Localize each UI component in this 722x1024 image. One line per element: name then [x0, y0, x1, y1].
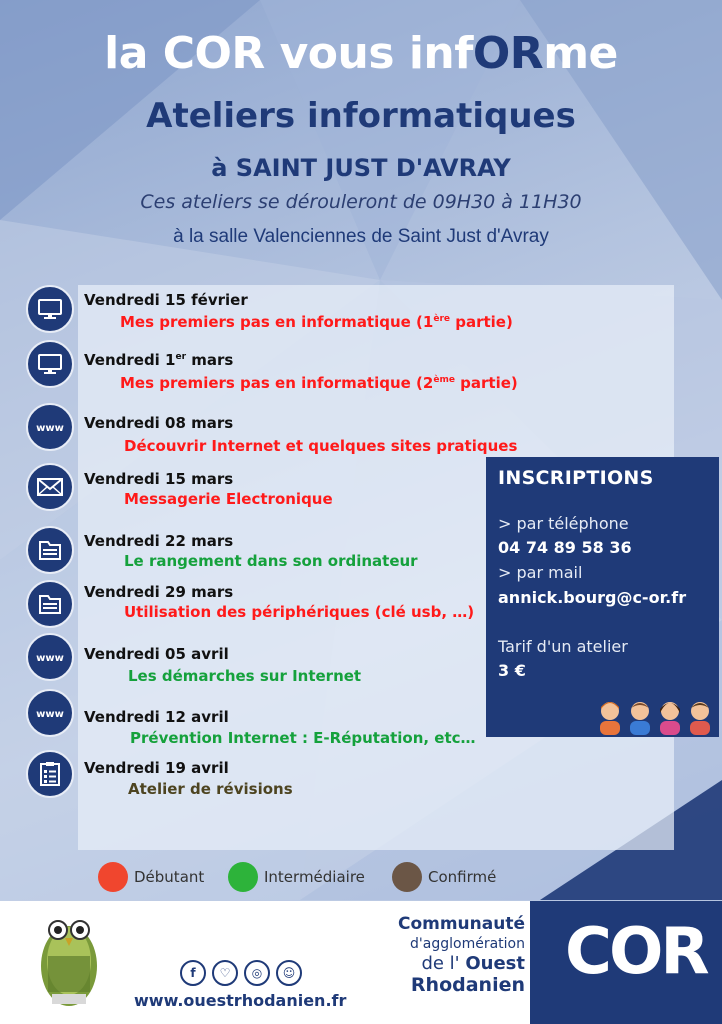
price-label: Tarif d'un atelier [498, 637, 628, 656]
community-name [330, 914, 525, 996]
computer-icon [26, 285, 74, 333]
www-icon [26, 403, 74, 451]
mail-label: > par mail [498, 563, 583, 582]
legend-label-beginner: Débutant [134, 868, 205, 886]
title-suffix: me [543, 28, 618, 79]
session-title: Utilisation des périphériques (clé usb, …) [124, 603, 475, 621]
social-icons [180, 960, 302, 986]
session-date: Vendredi 22 mars [84, 532, 234, 550]
session-title: Atelier de révisions [128, 780, 293, 798]
session-date: Vendredi 15 mars [84, 470, 234, 488]
comm-line-2: d'agglomération [410, 936, 525, 952]
www-icon [26, 633, 74, 681]
level-legend [0, 858, 722, 894]
svg-text:www: www [36, 653, 64, 664]
session-title: Mes premiers pas en informatique (2ème partie) [120, 374, 518, 392]
comm-line-4: Rhodanien [410, 974, 525, 996]
email-link[interactable]: annick.bourg@c-or.fr [498, 588, 687, 607]
computer-icon [26, 340, 74, 388]
instagram-icon[interactable]: ◎ [244, 960, 270, 986]
www-icon [26, 689, 74, 737]
owl-logo [34, 906, 104, 1010]
session-title: Découvrir Internet et quelques sites pratiques [124, 437, 518, 455]
svg-text:www: www [36, 423, 64, 434]
session-date: Vendredi 08 mars [84, 414, 234, 432]
legend-label-advanced: Confirmé [428, 868, 497, 886]
schedule-text: Ces ateliers se dérouleront de 09H30 à 11H30 [140, 191, 582, 213]
checklist-icon [26, 750, 74, 798]
inscriptions-box [486, 457, 719, 737]
heart-icon[interactable]: ♡ [212, 960, 238, 986]
folder-icon [26, 526, 74, 574]
legend-dot-advanced [392, 862, 422, 892]
location-heading: à SAINT JUST D'AVRAY [211, 154, 511, 182]
session-date: Vendredi 29 mars [84, 583, 234, 601]
legend-label-intermediate: Intermédiaire [264, 868, 365, 886]
or-logo-text: OR [472, 28, 544, 79]
session-title: Le rangement dans son ordinateur [124, 552, 418, 570]
cor-logo: COR [565, 915, 707, 989]
session-date: Vendredi 19 avril [84, 759, 229, 777]
session-title: Prévention Internet : E-Réputation, etc… [130, 729, 476, 747]
price-value: 3 € [498, 661, 526, 680]
page-subtitle: Ateliers informatiques [146, 96, 576, 136]
session-title: Les démarches sur Internet [128, 667, 362, 685]
comm-line-3: de l' Ouest [421, 953, 525, 974]
session-title: Mes premiers pas en informatique (1ère partie) [120, 313, 513, 331]
title-prefix: la COR vous inf [104, 28, 473, 79]
inscriptions-title: INSCRIPTIONS [498, 467, 654, 489]
envelope-icon [26, 463, 74, 511]
session-date: Vendredi 1er mars [84, 351, 234, 369]
legend-dot-beginner [98, 862, 128, 892]
phone-label: > par téléphone [498, 514, 629, 533]
website-link[interactable]: www.ouestrhodanien.fr [134, 991, 347, 1010]
legend-dot-intermediate [228, 862, 258, 892]
facebook-icon[interactable]: f [180, 960, 206, 986]
page-title [0, 28, 722, 79]
svg-text:www: www [36, 709, 64, 720]
snapchat-icon[interactable]: ☺ [276, 960, 302, 986]
comm-line-1: Communauté [397, 914, 525, 934]
session-date: Vendredi 05 avril [84, 645, 229, 663]
session-date: Vendredi 15 février [84, 291, 248, 309]
people-illustration [596, 695, 716, 735]
venue-text: à la salle Valenciennes de Saint Just d'Avray [173, 226, 549, 247]
session-date: Vendredi 12 avril [84, 708, 229, 726]
session-title: Messagerie Electronique [124, 490, 333, 508]
folder-icon [26, 580, 74, 628]
phone-number[interactable]: 04 74 89 58 36 [498, 538, 632, 557]
